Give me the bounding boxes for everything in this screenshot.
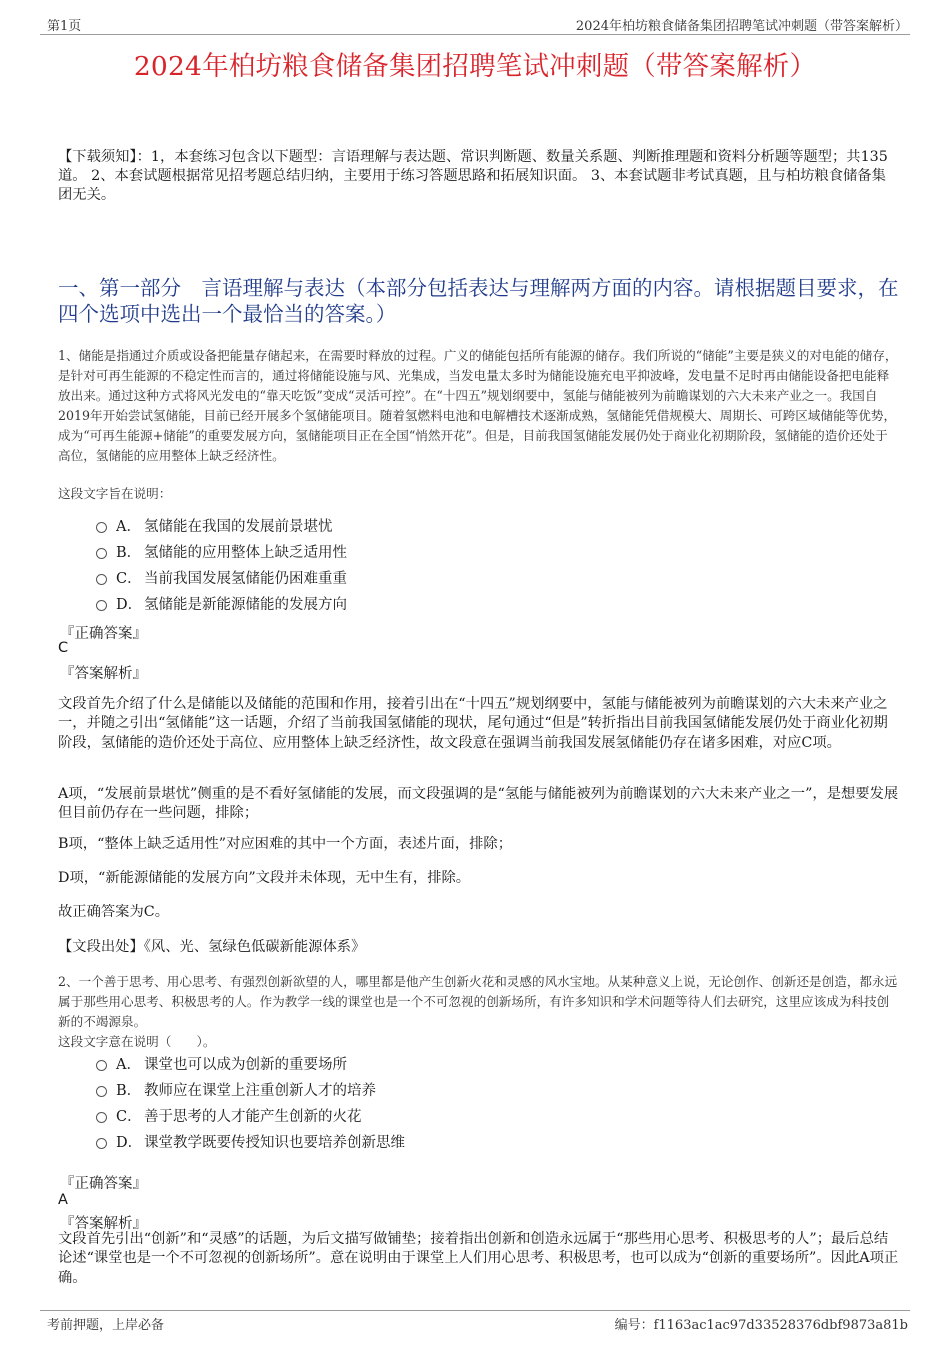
analysis-paragraph: B项，“整体上缺乏适用性”对应困难的其中一个方面，表述片面，排除；: [58, 836, 513, 852]
question-2-option-c[interactable]: [96, 1104, 362, 1126]
radio-icon[interactable]: [96, 1060, 107, 1071]
question-1-option-a[interactable]: [96, 514, 333, 536]
question-1-option-b[interactable]: [96, 540, 347, 562]
option-letter: C．: [116, 1108, 142, 1125]
radio-icon[interactable]: [96, 522, 107, 533]
correct-answer-label: 『正确答案』: [60, 1176, 147, 1192]
option-text: 教师应在课堂上注重创新人才的培养: [144, 1082, 376, 1099]
option-text: 氢储能的应用整体上缺乏适用性: [144, 544, 347, 561]
download-notice: 【下载须知】：1，本套练习包含以下题型：言语理解与表达题、常识判断题、数量关系题、判断推理题和资料分析题等题型；共135道。 2、本套试题根据常见招考题总结归纳，主要用于练习答题思路和拓展知识面。 3、本套试题非考试真题，且与柏坊粮食储备集团无关。: [58, 149, 888, 203]
analysis-paragraph: D项，“新能源储能的发展方向”文段并未体现，无中生有，排除。: [58, 870, 471, 886]
page-number: 第1页: [47, 19, 82, 34]
question-2-option-d[interactable]: [96, 1130, 405, 1152]
question-1-passage: 1、储能是指通过介质或设备把能量存储起来，在需要时释放的过程。广义的储能包括所有能源的储存。我们所说的“储能”主要是狭义的对电能的储存，是针对可再生能源的不稳定性而言的，通过将储能设施与风、光集成，当发电量太多时为储能设施充电平抑波峰，发电量不足时再由储能设备把电能释放出来。通过这种方式将风光发电的“靠天吃饭”变成“灵活可控”。在“十四五”规划纲要中，氢能与储能被列为前瞻谋划的六大未来产业之一。我国自2019年开始尝试氢储能，目前已经开展多个氢储能项目。随着氢燃料电池和电解槽技术逐渐成熟，氢储能凭借规模大、周期长、可跨区域储能等优势，成为“可再生能源+储能”的重要发展方向，氢储能项目正在全国“悄然开花”。但是，目前我国氢储能发展仍处于商业化初期阶段，氢储能的造价还处于高位，氢储能的应用整体上缺乏经济性。: [58, 348, 898, 463]
radio-icon[interactable]: [96, 548, 107, 559]
option-text: 善于思考的人才能产生创新的火花: [144, 1108, 362, 1125]
correct-answer-label: 『正确答案』: [60, 626, 147, 642]
question-1-option-c[interactable]: [96, 566, 347, 588]
running-header-title: 2024年柏坊粮食储备集团招聘笔试冲刺题（带答案解析）: [575, 19, 908, 34]
question-2-option-a[interactable]: [96, 1052, 347, 1074]
section-heading: 一、第一部分 言语理解与表达（本部分包括表达与理解两方面的内容。请根据题目要求，在四个选项中选出一个最恰当的答案。）: [58, 276, 899, 326]
document-title: 2024年柏坊粮食储备集团招聘笔试冲刺题（带答案解析）: [133, 51, 817, 82]
option-text: 课堂教学既要传授知识也要培养创新思维: [144, 1134, 405, 1151]
footer-divider: [40, 1310, 910, 1311]
header-divider: [40, 34, 910, 35]
analysis-paragraph: A项，“发展前景堪忧”侧重的是不看好氢储能的发展，而文段强调的是“氢能与储能被列为前瞻谋划的六大未来产业之一”，是想要发展但目前仍存在一些问题，排除；: [58, 786, 899, 822]
option-letter: B．: [116, 544, 142, 561]
radio-icon[interactable]: [96, 1112, 107, 1123]
option-letter: D．: [116, 1134, 143, 1151]
option-text: 氢储能在我国的发展前景堪忧: [144, 518, 333, 535]
question-1-prompt: 这段文字旨在说明：: [58, 486, 172, 501]
question-1-option-d[interactable]: [96, 592, 347, 614]
option-letter: A．: [116, 1056, 141, 1073]
correct-answer-value: C: [58, 640, 69, 656]
question-2-passage: 2、一个善于思考、用心思考、有强烈创新欲望的人，哪里都是他产生创新火花和灵感的风水宝地。从某种意义上说，无论创作、创新还是创造，都永远属于那些用心思考、积极思考的人。作为教学一线的课堂也是一个不可忽视的创新场所，有许多知识和学术问题等待人们去研究，这里应该成为科技创新的不竭源泉。: [58, 974, 898, 1029]
option-text: 当前我国发展氢储能仍困难重重: [144, 570, 347, 587]
analysis-conclusion: 故正确答案为C。: [58, 904, 170, 920]
radio-icon[interactable]: [96, 1138, 107, 1149]
answer-analysis-label: 『答案解析』: [60, 1216, 147, 1232]
document-id: 编号：f1163ac1ac97d33528376dbf9873a81b: [614, 1318, 908, 1333]
option-letter: B．: [116, 1082, 142, 1099]
question-2-prompt: 这段文字意在说明（ ）。: [58, 1034, 216, 1049]
radio-icon[interactable]: [96, 1086, 107, 1097]
analysis-paragraph: 文段首先介绍了什么是储能以及储能的范围和作用，接着引出在“十四五”规划纲要中，氢能与储能被列为前瞻谋划的六大未来产业之一，并随之引出“氢储能”这一话题，介绍了当前我国氢储能的现状，尾句通过“但是”转折指出目前我国氢储能发展仍处于商业化初期阶段，氢储能的造价还处于高位、应用整体上缺乏经济性，故文段意在强调当前我国发展氢储能仍存在诸多困难，对应C项。: [58, 696, 888, 751]
option-letter: D．: [116, 596, 143, 613]
analysis-paragraph: 文段首先引出“创新”和“灵感”的话题，为后文描写做铺垫；接着指出创新和创造永远属于“那些用心思考、积极思考的人”；最后总结论述“课堂也是一个不可忽视的创新场所”。意在说明由于课堂上人们用心思考、积极思考，也可以成为“创新的重要场所”。因此A项正确。: [58, 1231, 899, 1286]
correct-answer-value: A: [58, 1192, 68, 1208]
footer-slogan: 考前押题，上岸必备: [47, 1318, 165, 1333]
option-letter: A．: [116, 518, 141, 535]
passage-source: 【文段出处】《风、光、氢绿色低碳新能源体系》: [58, 939, 366, 955]
option-text: 课堂也可以成为创新的重要场所: [144, 1056, 347, 1073]
radio-icon[interactable]: [96, 574, 107, 585]
radio-icon[interactable]: [96, 600, 107, 611]
question-2-option-b[interactable]: [96, 1078, 376, 1100]
option-text: 氢储能是新能源储能的发展方向: [144, 596, 347, 613]
answer-analysis-label: 『答案解析』: [60, 666, 147, 682]
option-letter: C．: [116, 570, 142, 587]
